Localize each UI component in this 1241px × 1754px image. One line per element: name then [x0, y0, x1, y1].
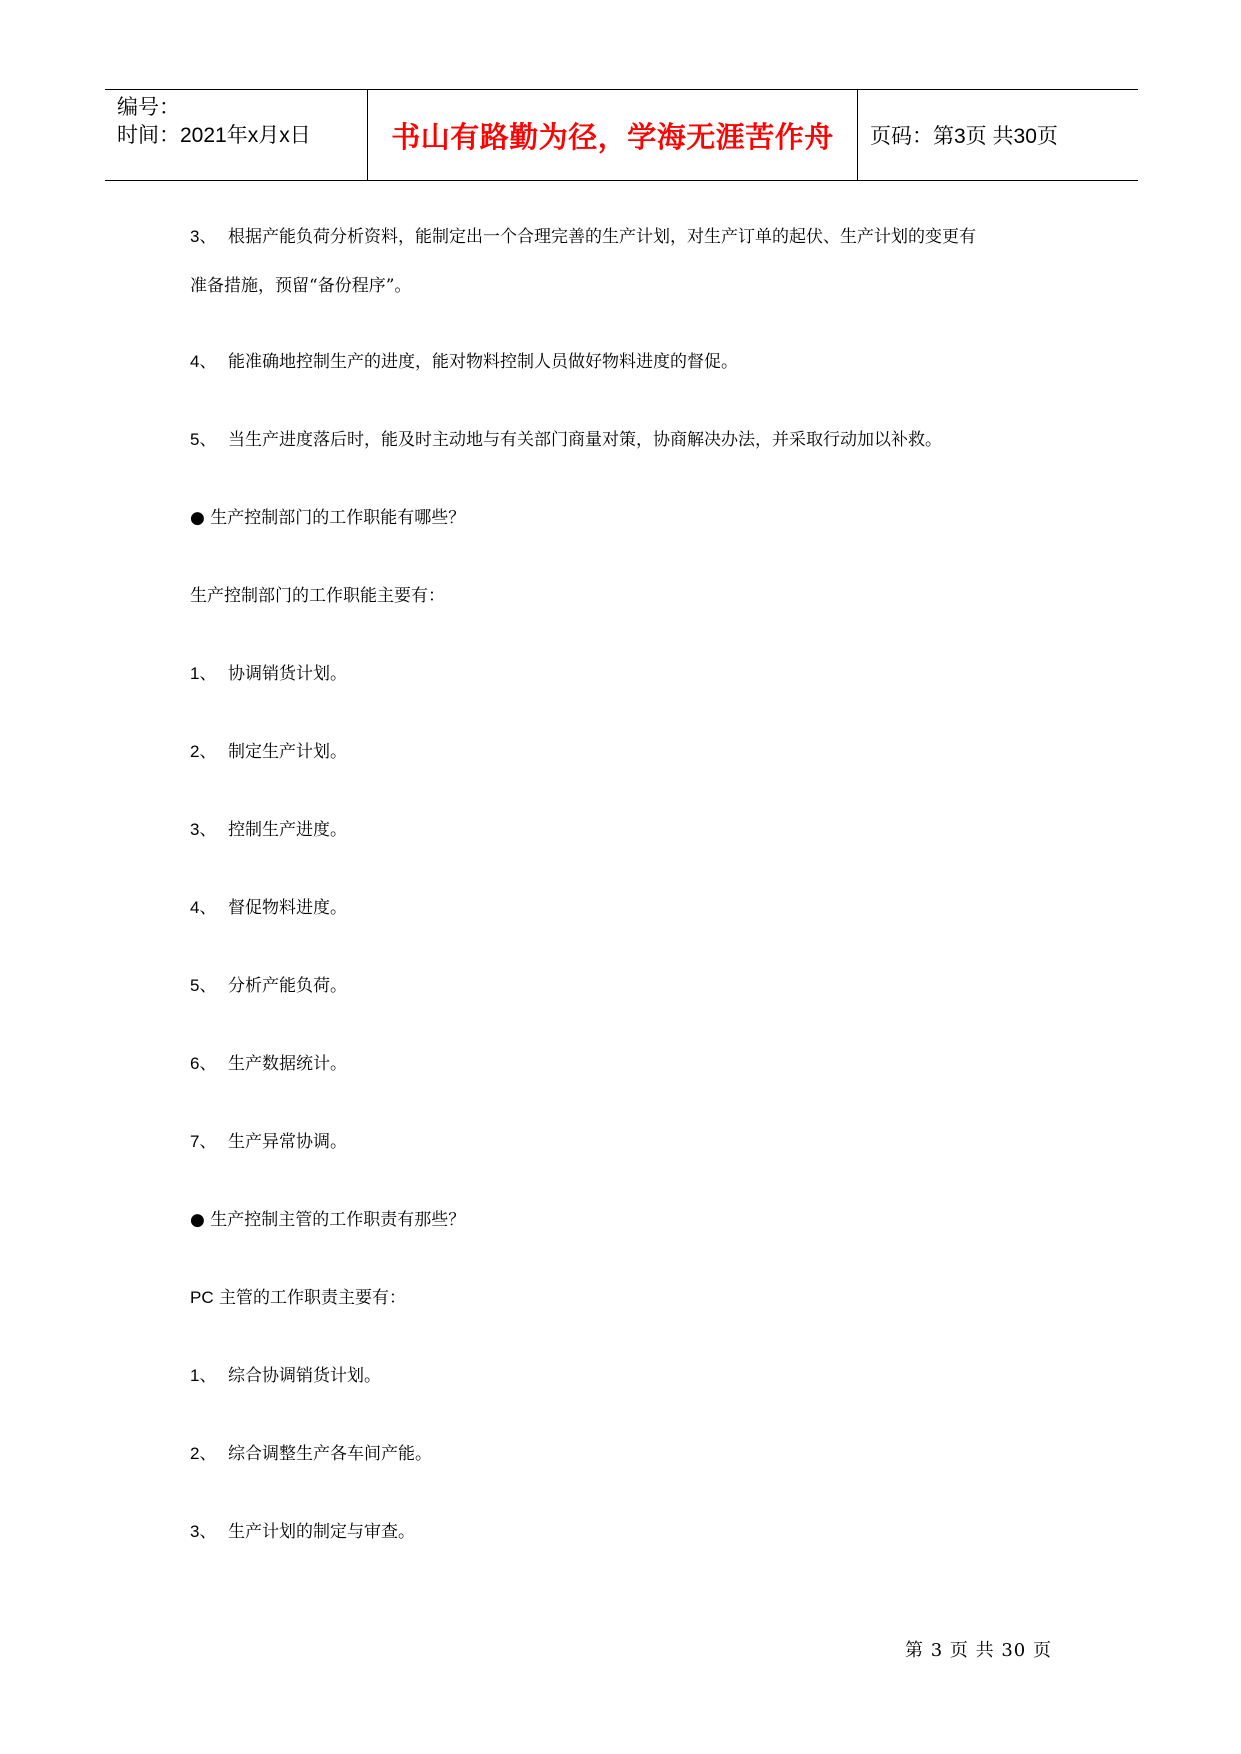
item-text: 能准确地控制生产的进度，能对物料控制人员做好物料进度的督促。	[228, 352, 738, 372]
list-item	[190, 1049, 347, 1074]
section-heading	[190, 503, 465, 528]
item-text: 生产异常协调。	[228, 1132, 347, 1152]
list-item	[190, 659, 347, 684]
item-number: 7、	[190, 1132, 217, 1151]
body-line	[190, 271, 411, 296]
item-text: 综合协调销货计划。	[228, 1366, 381, 1386]
item-text: 主管的工作职责主要有：	[219, 1288, 407, 1308]
item-text: ● 生产控制部门的工作职能有哪些？	[190, 508, 466, 528]
item-number: 4、	[190, 352, 217, 371]
item-text: 综合调整生产各车间产能。	[228, 1444, 432, 1464]
list-item	[190, 1439, 432, 1464]
list-item	[190, 815, 347, 840]
item-number: 4、	[190, 898, 217, 917]
item-number: 3、	[190, 227, 217, 246]
list-item	[190, 1517, 415, 1542]
item-number: 3、	[190, 820, 217, 839]
list-item	[190, 971, 347, 996]
header-meta	[105, 90, 368, 180]
page-header	[105, 89, 1138, 181]
list-item	[190, 1127, 347, 1152]
item-text: 制定生产计划。	[228, 742, 347, 762]
item-text: 分析产能负荷。	[228, 976, 347, 996]
item-text: 根据产能负荷分析资料，能制定出一个合理完善的生产计划，对生产订单的起伏、生产计划的变更有	[228, 227, 976, 247]
item-number: 1、	[190, 1366, 217, 1385]
item-number: 5、	[190, 430, 217, 449]
body-line	[190, 347, 738, 372]
body-line	[190, 425, 942, 450]
header-page-info: 页码：第3页 共30页	[870, 125, 1058, 148]
list-item	[190, 1361, 381, 1386]
item-text: 督促物料进度。	[228, 898, 347, 918]
body-line	[190, 1283, 406, 1308]
item-number: 3、	[190, 1522, 217, 1541]
body-line	[190, 581, 445, 606]
item-text: 生产控制部门的工作职能主要有：	[190, 586, 445, 606]
item-number: 5、	[190, 976, 217, 995]
header-motto: 书山有路勤为径，学海无涯苦作舟	[368, 90, 858, 180]
item-text: 生产数据统计。	[228, 1054, 347, 1074]
item-text: 协调销货计划。	[228, 664, 347, 684]
item-text: 当生产进度落后时，能及时主动地与有关部门商量对策，协商解决办法，并采取行动加以补救。	[228, 430, 942, 450]
item-prefix: PC	[190, 1288, 214, 1307]
time-label: 时间：2021年x月x日	[117, 124, 311, 147]
item-number: 1、	[190, 664, 217, 683]
serial-label: 编号：	[117, 96, 180, 119]
item-number: 2、	[190, 1444, 217, 1463]
item-text: ● 生产控制主管的工作职责有那些？	[190, 1210, 466, 1230]
item-text: 生产计划的制定与审查。	[228, 1522, 415, 1542]
item-number: 6、	[190, 1054, 217, 1073]
list-item	[190, 893, 347, 918]
section-heading	[190, 1205, 465, 1230]
item-text: 控制生产进度。	[228, 820, 347, 840]
page-footer: 第 3 页 共 30 页	[905, 1640, 1052, 1661]
item-text: 准备措施，预留“备份程序”。	[190, 276, 412, 296]
body-line	[190, 222, 976, 247]
item-number: 2、	[190, 742, 217, 761]
list-item	[190, 737, 347, 762]
